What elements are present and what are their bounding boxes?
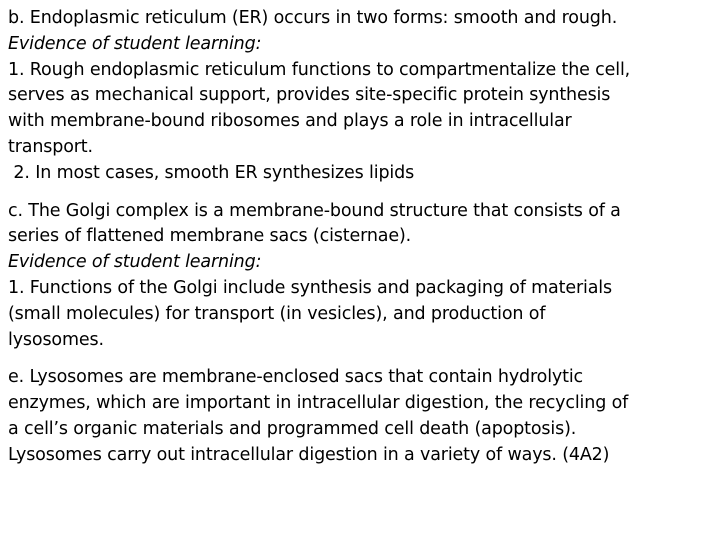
section-c-point-1-line-2: (small molecules) for transport (in vesicles), and production of bbox=[8, 303, 546, 324]
section-e-lysosomes bbox=[8, 365, 714, 468]
section-b-heading: b. Endoplasmic reticulum (ER) occurs in two forms: smooth and rough. bbox=[8, 8, 618, 28]
section-e-line-1: e. Lysosomes are membrane-enclosed sacs that contain hydrolytic bbox=[8, 367, 584, 388]
section-b-evidence-label: Evidence of student learning: bbox=[8, 33, 262, 54]
section-b-point-2: 2. In most cases, smooth ER synthesizes lipids bbox=[8, 162, 415, 183]
section-b-point-1-line-4: transport. bbox=[8, 136, 93, 157]
section-e-line-2: enzymes, which are important in intracellular digestion, the recycling of bbox=[8, 393, 629, 414]
paragraph-spacer bbox=[8, 353, 714, 365]
paragraph-spacer bbox=[8, 187, 714, 199]
section-b-endoplasmic-reticulum bbox=[8, 6, 714, 187]
section-e-line-3: a cell’s organic materials and programmed cell death (apoptosis). bbox=[8, 418, 577, 439]
section-e-line-4: Lysosomes carry out intracellular digestion in a variety of ways. (4A2) bbox=[8, 444, 610, 465]
section-c-evidence-label: Evidence of student learning: bbox=[8, 252, 262, 273]
section-c-heading-line-1: c. The Golgi complex is a membrane-bound structure that consists of a bbox=[8, 200, 621, 221]
section-c-golgi-complex bbox=[8, 199, 714, 354]
section-b-point-1-line-2: serves as mechanical support, provides site-specific protein synthesis bbox=[8, 85, 611, 106]
section-b-point-1-line-3: with membrane-bound ribosomes and plays a role in intracellular bbox=[8, 111, 572, 132]
slide-text-body bbox=[8, 6, 714, 469]
section-c-point-1-line-3: lysosomes. bbox=[8, 329, 104, 350]
section-c-point-1-line-1: 1. Functions of the Golgi include synthesis and packaging of materials bbox=[8, 277, 612, 298]
section-c-heading-line-2: series of flattened membrane sacs (cisternae). bbox=[8, 226, 412, 247]
section-b-point-1-line-1: 1. Rough endoplasmic reticulum functions to compartmentalize the cell, bbox=[8, 59, 631, 80]
